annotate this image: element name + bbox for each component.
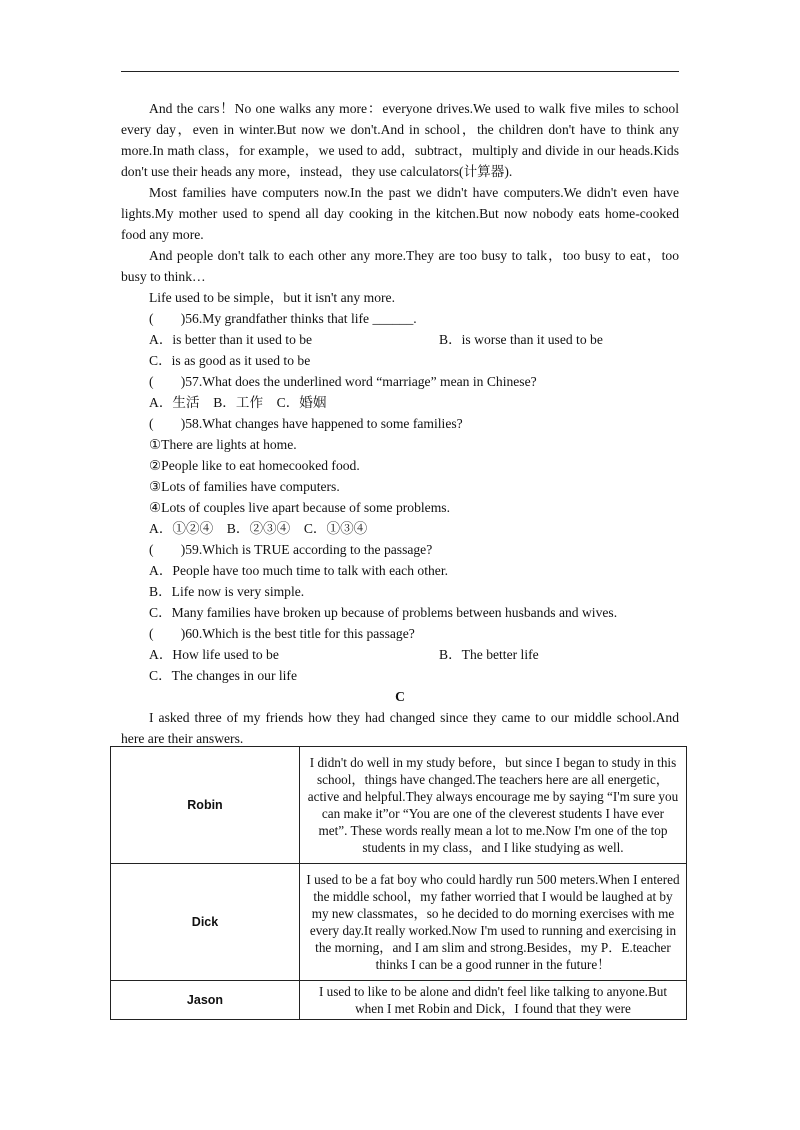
question-60-options-ab: [121, 644, 679, 665]
statement-2: ②People like to eat homecooked food.: [149, 458, 360, 473]
option-a: A．is better than it used to be: [149, 332, 313, 347]
statement-1: ①There are lights at home.: [149, 437, 297, 452]
section-c-heading: C: [395, 689, 405, 704]
paragraph: And the cars！No one walks any more：everyone drives.We used to walk five miles to school every day，even in winter.But now we don't.And in school，the children don't have to think any more.In math class，for example，we used to add，subtract，multiply and divide in our heads.Kids don't use their heads any more，instead，they use calculators(计算器).: [121, 101, 679, 179]
option-b: B．Life now is very simple.: [149, 584, 305, 599]
option-b: B．The better life: [439, 647, 539, 662]
question-59-stem: ( )59.Which is TRUE according to the passage?: [149, 542, 433, 557]
passage-b: [121, 98, 679, 749]
header-rule: [121, 71, 679, 72]
option-c: C．is as good as it used to be: [149, 353, 311, 368]
friend-name: Jason: [111, 981, 300, 1020]
friends-table: [110, 746, 687, 1020]
option-c: C．Many families have broken up because of problems between husbands and wives.: [149, 605, 618, 620]
friend-answer: I used to be a fat boy who could hardly run 500 meters.When I entered the middle school，my father worried that I would be laughed at by my new classmates，so he decided to do morning exercises with me every day.It really worked.Now I'm used to running and exercising in the morning，and I am slim and strong.Besides，my P．E.teacher thinks I can be a good runner in the future！: [300, 864, 687, 981]
statement-3: ③Lots of families have computers.: [149, 479, 340, 494]
friend-name: Dick: [111, 864, 300, 981]
section-c-intro: I asked three of my friends how they had changed since they came to our middle school.And here are their answers.: [121, 710, 679, 746]
option-c: C．The changes in our life: [149, 668, 297, 683]
option-a: A．How life used to be: [149, 647, 279, 662]
question-60-stem: ( )60.Which is the best title for this passage?: [149, 626, 415, 641]
statement-4: ④Lots of couples live apart because of some problems.: [149, 500, 450, 515]
table-row: [111, 981, 687, 1020]
question-56-stem: ( )56.My grandfather thinks that life ______.: [149, 311, 417, 326]
paragraph: Most families have computers now.In the past we didn't have computers.We didn't even have lights.My mother used to spend all day cooking in the kitchen.But now nobody eats home-cooked food any more.: [121, 185, 679, 242]
question-56-options-ab: [121, 329, 679, 350]
table-row: [111, 864, 687, 981]
option-a: A．People have too much time to talk with each other.: [149, 563, 448, 578]
question-57-stem: ( )57.What does the underlined word “marriage” mean in Chinese?: [149, 374, 537, 389]
question-58-options: A．①②④ B．②③④ C．①③④: [149, 521, 368, 536]
paragraph: And people don't talk to each other any more.They are too busy to talk，too busy to eat，too busy to think…: [121, 248, 679, 284]
question-57-options: A．生活 B．工作 C．婚姻: [149, 395, 327, 410]
friend-answer: I used to like to be alone and didn't feel like talking to anyone.But when I met Robin and Dick，I found that they were: [300, 981, 687, 1020]
friend-answer: I didn't do well in my study before，but since I began to study in this school，things have changed.The teachers here are all energetic，active and helpful.They always encourage me by saying “I'm sure you can make it”or “You are one of the cleverest students I have ever met”. These words really mean a lot to me.Now I'm one of the top students in my class，and I like studying as well.: [300, 747, 687, 864]
question-58-stem: ( )58.What changes have happened to some families?: [149, 416, 463, 431]
friend-name: Robin: [111, 747, 300, 864]
option-b: B．is worse than it used to be: [439, 332, 603, 347]
paragraph: Life used to be simple，but it isn't any more.: [149, 290, 395, 305]
table-row: [111, 747, 687, 864]
